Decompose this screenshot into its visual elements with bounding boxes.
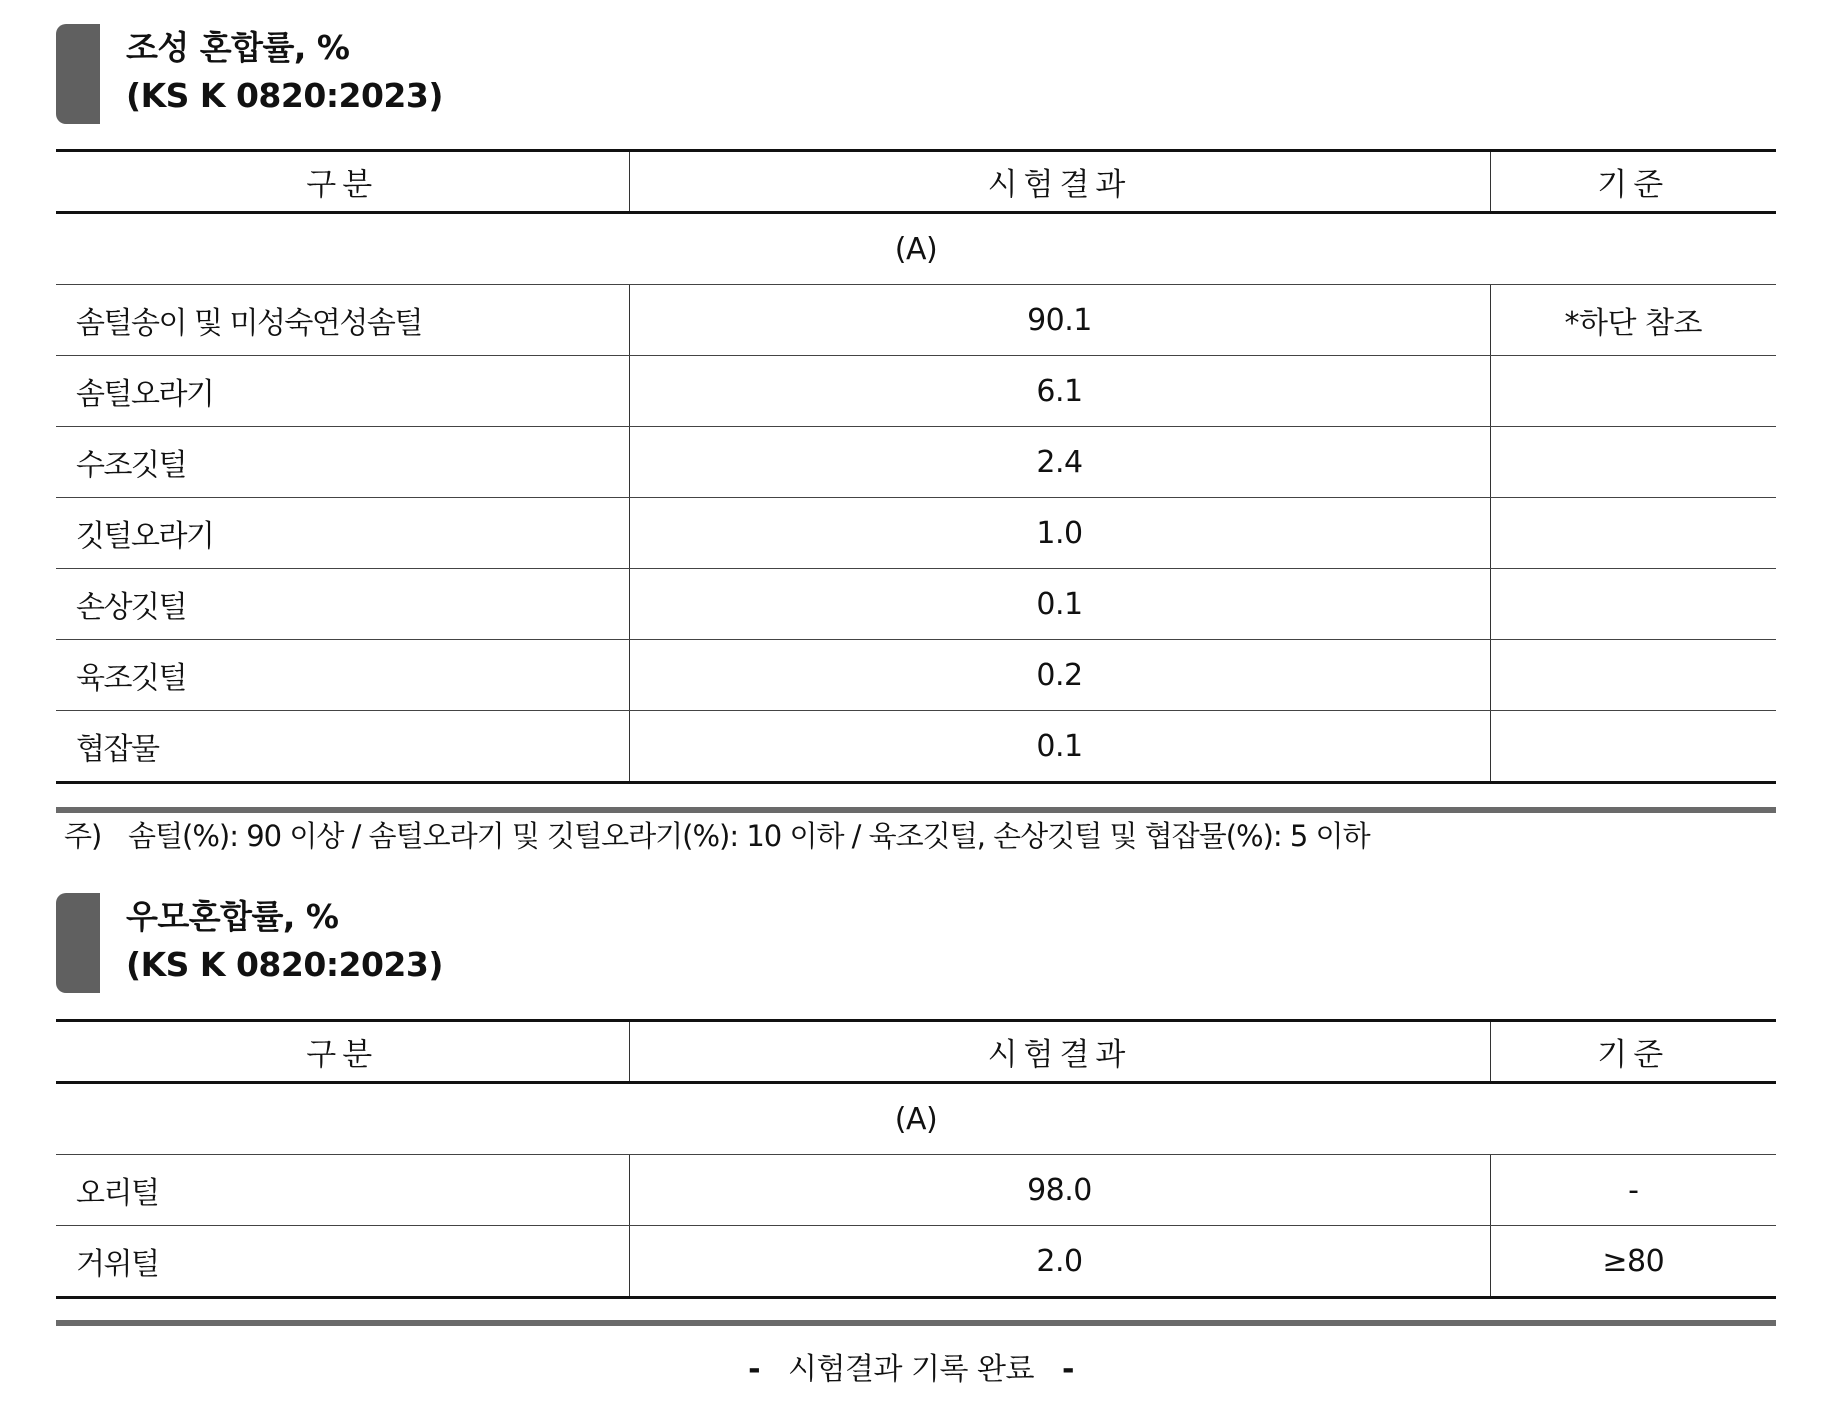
header-standard: 기준	[1490, 1021, 1776, 1083]
section-title-line1: 우모혼합률, %	[126, 897, 339, 936]
row-label: 깃털오라기	[56, 498, 629, 569]
table-header-row	[56, 1021, 1776, 1083]
row-standard: -	[1490, 1155, 1776, 1226]
row-standard	[1490, 569, 1776, 640]
row-label: 협잡물	[56, 711, 629, 783]
row-label: 솜털오라기	[56, 356, 629, 427]
row-result: 98.0	[629, 1155, 1490, 1226]
header-standard: 기준	[1490, 151, 1776, 213]
row-label: 오리털	[56, 1155, 629, 1226]
row-result: 0.2	[629, 640, 1490, 711]
row-standard	[1490, 711, 1776, 783]
note-text: 솜털(%): 90 이상 / 솜털오라기 및 깃털오라기(%): 10 이하 / 육조깃털, 손상깃털 및 협잡물(%): 5 이하	[128, 819, 1370, 853]
table-row	[56, 285, 1776, 356]
footer-text: 시험결과 기록 완료	[788, 1352, 1034, 1387]
section-separator	[56, 1320, 1776, 1326]
section-down-ratio-header	[56, 893, 1756, 993]
section-marker	[56, 24, 100, 124]
group-label: (A)	[56, 213, 1776, 285]
row-standard	[1490, 356, 1776, 427]
section-title	[126, 893, 443, 989]
table-row	[56, 711, 1776, 783]
table-row	[56, 640, 1776, 711]
header-category: 구분	[56, 151, 629, 213]
row-standard	[1490, 640, 1776, 711]
table-row	[56, 1226, 1776, 1298]
row-result: 6.1	[629, 356, 1490, 427]
section-separator	[56, 807, 1776, 813]
row-label: 솜털송이 및 미성숙연성솜털	[56, 285, 629, 356]
row-standard: ≥80	[1490, 1226, 1776, 1298]
row-label: 수조깃털	[56, 427, 629, 498]
header-category: 구분	[56, 1021, 629, 1083]
row-standard	[1490, 498, 1776, 569]
table-row	[56, 498, 1776, 569]
note-prefix: 주)	[64, 819, 102, 853]
down-ratio-table	[56, 1019, 1776, 1299]
section-composition-header	[56, 24, 1756, 124]
completion-footer	[0, 1344, 1822, 1388]
footer-dash-right: -	[1061, 1352, 1074, 1387]
group-row	[56, 1083, 1776, 1155]
row-result: 90.1	[629, 285, 1490, 356]
row-label: 거위털	[56, 1226, 629, 1298]
standard-note	[64, 814, 1370, 855]
table-row	[56, 427, 1776, 498]
header-result: 시험결과	[629, 1021, 1490, 1083]
row-result: 0.1	[629, 711, 1490, 783]
row-result: 1.0	[629, 498, 1490, 569]
footer-dash-left: -	[748, 1352, 761, 1387]
row-result: 2.4	[629, 427, 1490, 498]
row-result: 2.0	[629, 1226, 1490, 1298]
header-result: 시험결과	[629, 151, 1490, 213]
group-row	[56, 213, 1776, 285]
row-standard	[1490, 427, 1776, 498]
table-row	[56, 569, 1776, 640]
section-marker	[56, 893, 100, 993]
table-header-row	[56, 151, 1776, 213]
row-standard: *하단 참조	[1490, 285, 1776, 356]
group-label: (A)	[56, 1083, 1776, 1155]
section-title-line1: 조성 혼합률, %	[126, 28, 350, 67]
table-row	[56, 356, 1776, 427]
row-label: 손상깃털	[56, 569, 629, 640]
section-title-line2: (KS K 0820:2023)	[126, 945, 443, 984]
section-title-line2: (KS K 0820:2023)	[126, 76, 443, 115]
row-result: 0.1	[629, 569, 1490, 640]
section-title	[126, 24, 443, 120]
row-label: 육조깃털	[56, 640, 629, 711]
table-row	[56, 1155, 1776, 1226]
composition-table	[56, 149, 1776, 784]
